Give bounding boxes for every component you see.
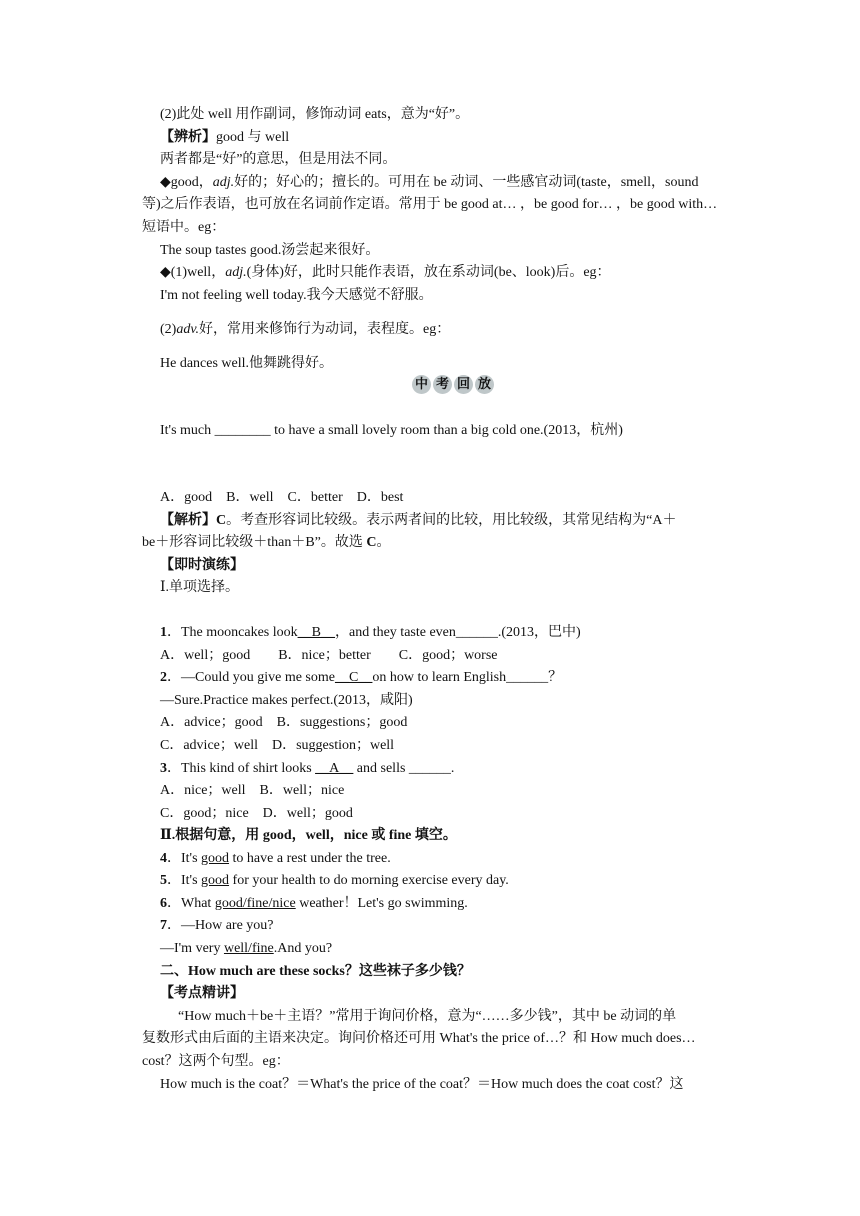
line-text: 短语中。eg： [142,220,226,235]
line-text: —Sure.Practice makes perfect.(2013，咸阳) [160,693,413,708]
text-line [160,1076,684,1094]
line-text: (2) [160,322,177,337]
line-text: 好，常用来修饰行为动词，表程度。eg： [199,322,451,337]
line-text: It's much ________ to have a small lovely room than a big cold one.(2013，杭州) [160,423,623,438]
banner-char: 中 [412,375,431,394]
text-line [142,1030,696,1048]
line-text: He dances well.他舞跳得好。 [160,356,334,371]
text-line [160,151,396,169]
line-text: 等)之后作表语，也可放在名词前作定语。常用于 be good at… ，be good for… ，be good with… [142,197,718,212]
section-heading [160,557,244,575]
line-text: 复数形式由后面的主语来决定。询问价格还可用 What's the price of…？和 How much does… [142,1031,696,1046]
line-text: C．good；nice D．well；good [160,806,353,821]
line-text: ◆good， [160,175,213,190]
keyword: well [305,828,330,843]
line-text: ．It's [167,873,202,888]
question-number: 2 [160,670,167,685]
line-text: 【考点精讲】 [160,986,244,1001]
section-heading [160,827,457,845]
question-line [160,872,509,890]
line-text: weather！Let's go swimming. [295,896,468,911]
line-text: ◆(1)well， [160,265,226,280]
banner-char: 回 [454,375,473,394]
line-text: 两者都是“好”的意思，但是用法不同。 [160,152,397,167]
question-line [160,422,623,440]
text-line [142,196,717,214]
line-text: A．advice；good B．suggestions；good [160,715,408,730]
line-text: ．The mooncakes look [167,625,298,640]
line-text: on how to learn English______？ [372,670,563,685]
line-text: Ⅱ.根据句意，用 [160,828,263,843]
line-text: ， [329,828,344,843]
text-line [160,242,379,260]
question-line [160,669,562,687]
line-text: ，and they taste even______.(2013，巴中) [334,625,581,640]
text-line [142,534,391,552]
section-tag: 【解析】 [160,513,216,528]
banner-char: 放 [475,375,494,394]
answer-blank: __C__ [335,670,373,685]
question-number: 1 [160,625,167,640]
question-number: 4 [160,851,167,866]
section-heading [160,985,244,1003]
line-text: 好的；好心的；擅长的。可用在 be 动词、一些感官动词(taste，smell，sound [234,175,699,190]
line-text: be＋形容词比较级＋than＋B”。故选 [142,535,367,550]
pos-label: adv. [176,322,200,337]
line-text: cost？这两个句型。eg： [142,1054,290,1069]
question-number: 5 [160,873,167,888]
question-line [160,692,413,710]
keyword: nice [343,828,368,843]
question-number: 7 [160,918,167,933]
line-text: 或 [367,828,389,843]
text-line [160,129,289,147]
line-text: 二、How much are these socks？这些袜子多少钱？ [160,964,471,979]
answer-blank: good [201,873,230,888]
section-banner [412,375,494,394]
line-text: The soup tastes good.汤尝起来很好。 [160,243,380,258]
banner-char: 考 [433,375,452,394]
keyword: fine [388,828,412,843]
line-text: How much is the coat？＝What's the price of the coat？＝How much does the coat cost？这 [160,1077,684,1092]
line-text: ．—How are you? [167,918,274,933]
line-text: I'm not feeling well today.我今天感觉不舒服。 [160,288,433,303]
line-text: 。 [376,535,391,550]
line-text: and sells ______. [353,761,455,776]
line-text: good 与 well [216,130,290,145]
text-line [160,355,333,373]
text-line [160,264,611,282]
question-number: 3 [160,761,167,776]
section-heading [160,963,471,981]
text-line [160,174,698,192]
question-line [160,940,332,958]
answer-letter: C [366,535,377,550]
line-text: 。考查形容词比较级。表示两者间的比较，用比较级，其常见结构为“A＋ [226,513,677,528]
line-text: “How much＋be＋主语？”常用于询问价格，意为“……多少钱”，其中 be 动词的单 [178,1009,677,1024]
question-line [160,624,581,642]
answer-blank: well/fine [223,941,274,956]
question-line [160,895,468,913]
text-line [142,219,225,237]
line-text: A．well；good B．nice；better C．good；worse [160,648,498,663]
line-text: A．nice；well B．well；nice [160,783,345,798]
question-line [160,917,274,935]
line-text: 【即时演练】 [160,558,244,573]
keyword: good [262,828,292,843]
pos-label: adj. [225,265,247,280]
line-text: C．advice；well D．suggestion；well [160,738,395,753]
pos-label: adj. [212,175,235,190]
answer-blank: __B__ [297,625,335,640]
line-text: A．good B．well C．better D．best [160,490,404,505]
question-number: 6 [160,896,167,911]
text-line [160,512,676,530]
line-text: (身体)好，此时只能作表语，放在系动词(be、look)后。eg： [246,265,611,280]
options-line [160,805,353,823]
section-heading [160,579,239,597]
options-line [160,782,344,800]
question-line [160,850,391,868]
options-line [160,489,403,507]
text-line [160,321,450,339]
line-text: .And you? [273,941,333,956]
line-text: ．This kind of shirt looks [167,761,316,776]
line-text: ， [291,828,306,843]
answer-blank: good [201,851,230,866]
options-line [160,714,407,732]
section-tag: 【辨析】 [160,130,216,145]
question-line [160,760,454,778]
options-line [160,647,498,665]
line-text: for your health to do morning exercise every day. [229,873,509,888]
line-text: to have a rest under the tree. [229,851,391,866]
answer-blank: good/fine/nice [214,896,296,911]
line-text: ．—Could you give me some [167,670,335,685]
text-line [160,287,433,305]
answer-letter: C [216,513,227,528]
line-text: Ⅰ.单项选择。 [160,580,240,595]
line-text: (2)此处 well 用作副词，修饰动词 eats，意为“好”。 [160,107,470,122]
answer-blank: __A__ [315,761,354,776]
line-text: —I'm very [160,941,224,956]
options-line [160,737,394,755]
text-line [142,1053,290,1071]
line-text: ．What [167,896,215,911]
text-line [178,1008,676,1026]
text-line [160,106,469,124]
line-text: 填空。 [411,828,457,843]
line-text: ．It's [167,851,202,866]
